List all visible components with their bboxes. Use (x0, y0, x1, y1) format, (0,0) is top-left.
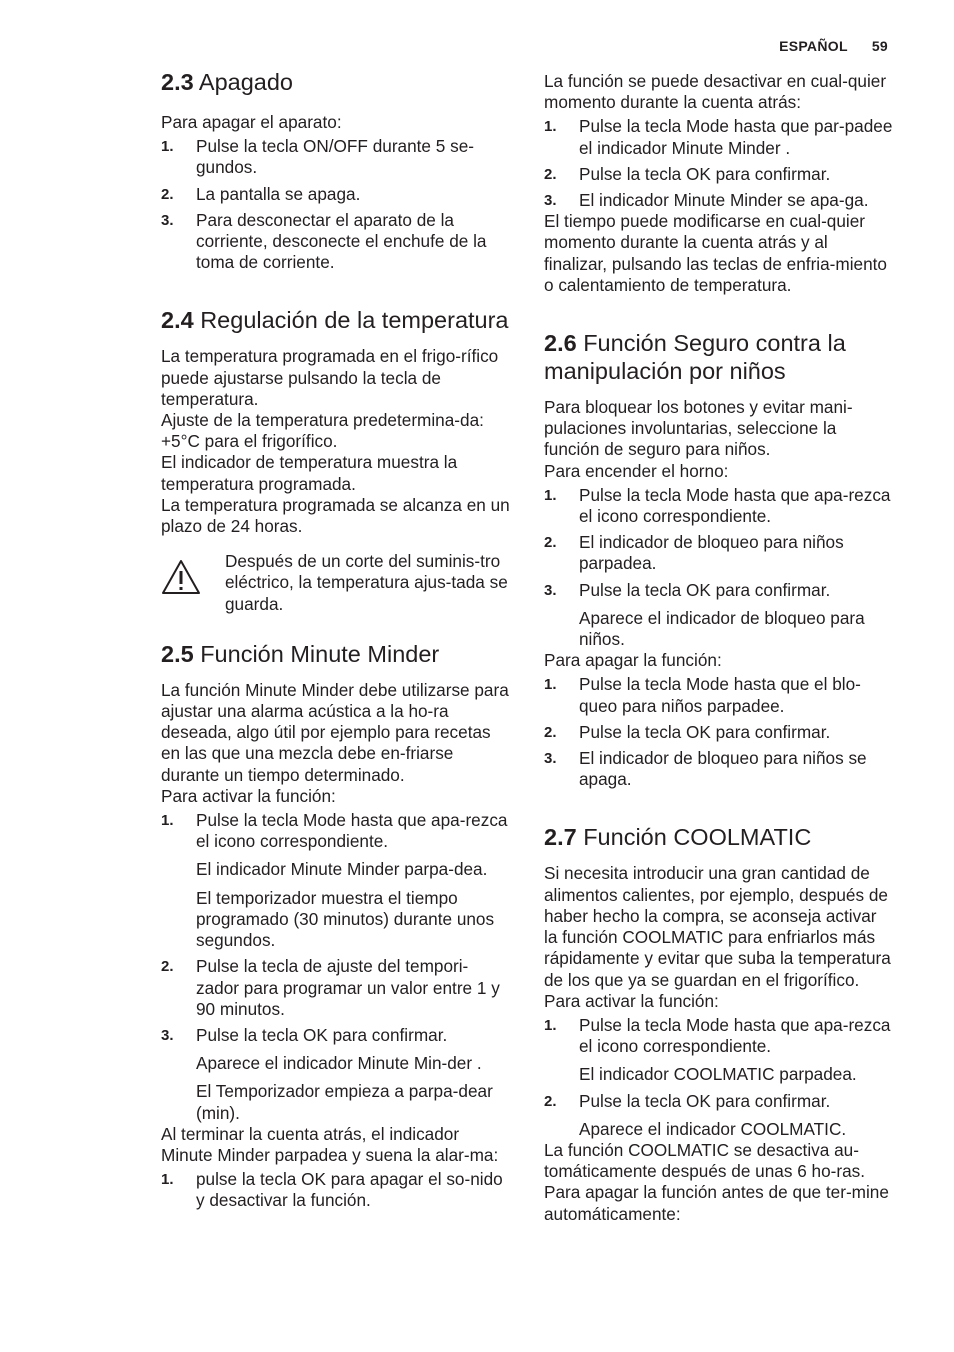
list-item: 2. Pulse la tecla OK para confirmar. (544, 1090, 831, 1111)
list-item-note: El indicador Minute Minder parpa-dea. (196, 859, 488, 880)
language-label: ESPAÑOL (779, 38, 848, 54)
warning-note (161, 551, 511, 615)
paragraph: La función se puede desactivar en cual-quier momento durante la cuenta atrás: (544, 71, 887, 113)
left-column (161, 68, 511, 1212)
paragraph: Ajuste de la temperatura predetermina-da: +5°C para el frigorífico. (161, 410, 484, 452)
list-item: 2. Pulse la tecla OK para confirmar. (544, 721, 831, 742)
list-item-note: El temporizador muestra el tiempo programado (30 minutos) durante unos segundos. (196, 887, 495, 951)
paragraph: El tiempo puede modificarse en cual-quier momento durante la cuenta atrás y al finalizar, pulsando las teclas de enfria-miento o calentamiento de temperatura. (544, 211, 887, 295)
paragraph: La temperatura programada en el frigo-rífico puede ajustarse pulsando la tecla de temperatura. (161, 346, 499, 409)
paragraph: La temperatura programada se alcanza en un plazo de 24 horas. (161, 494, 510, 537)
list-item: 3. Pulse la tecla OK para confirmar. (544, 579, 831, 600)
paragraph: Para activar la función: (544, 990, 719, 1011)
list-item: 1. Pulse la tecla Mode hasta que apa-rezca el icono correspondiente. (544, 1014, 891, 1057)
list-item-note: El Temporizador empieza a parpa-dear (min). (196, 1081, 493, 1123)
paragraph: Para bloquear los botones y evitar mani-pulaciones involuntarias, seleccione la función de seguro para niños. (544, 397, 853, 460)
paragraph: Si necesita introducir una gran cantidad de alimentos calientes, por ejemplo, después de haber hecho la compra, se aconseja activar la función COOLMATIC para enfriarlos más rápidamente y evitar que suba la temperatura de los que ya se guardan en el frigorífico. (544, 863, 891, 990)
list-item: 1. pulse la tecla OK para apagar el so-nido y desactivar la función. (161, 1169, 503, 1211)
list-item: 3. Pulse la tecla OK para confirmar. (161, 1024, 448, 1045)
list-item-note: Aparece el indicador COOLMATIC. (579, 1118, 847, 1139)
list-item-note: El indicador COOLMATIC parpadea. (579, 1064, 857, 1085)
section-heading-2-4: 2.4 Regulación de la temperatura (161, 307, 509, 334)
list-item: 1. Pulse la tecla Mode hasta que par-padee el indicador Minute Minder . (544, 116, 893, 158)
list-item: 3. El indicador Minute Minder se apa-ga. (544, 190, 869, 211)
list-item-note: Aparece el indicador de bloqueo para niños. (579, 607, 865, 650)
list-item: 1. Pulse la tecla Mode hasta que apa-rezca el icono correspondiente. (544, 484, 891, 527)
list-item: 2. Pulse la tecla de ajuste del tempori-zador para programar un valor entre 1 y 90 minutos. (161, 956, 500, 1019)
list-item: 2. La pantalla se apaga. (161, 183, 361, 204)
paragraph: Para apagar la función antes de que ter-mine automáticamente: (544, 1182, 889, 1224)
list-item: 1. Pulse la tecla ON/OFF durante 5 se-gundos. (161, 136, 474, 178)
paragraph: Para apagar la función: (544, 650, 722, 671)
list-item-note: Aparece el indicador Minute Min-der . (196, 1053, 482, 1074)
paragraph: La función COOLMATIC se desactiva au-tomáticamente después de unas 6 ho-ras. (544, 1139, 866, 1182)
list-item: 2. Pulse la tecla OK para confirmar. (544, 163, 831, 184)
page-number: 59 (871, 38, 888, 54)
right-column (544, 71, 894, 1225)
paragraph: El indicador de temperatura muestra la temperatura programada. (161, 452, 458, 494)
page-header (779, 38, 888, 54)
list-item: 2. El indicador de bloqueo para niños parpadea. (544, 532, 844, 574)
paragraph: Para apagar el aparato: (161, 112, 342, 132)
list-item: 3. Para desconectar el aparato de la corriente, desconecte el enchufe de la toma de corriente. (161, 209, 487, 273)
paragraph: Para activar la función: (161, 785, 336, 806)
section-heading-2-6: 2.6 Función Seguro contra la manipulación por niños (544, 330, 846, 385)
list-item: 1. Pulse la tecla Mode hasta que apa-rezca el icono correspondiente. (161, 810, 508, 852)
warning-text: Después de un corte del suminis-tro eléctrico, la temperatura ajus-tada se guarda. (225, 551, 508, 614)
list-item: 1. Pulse la tecla Mode hasta que el blo-queo para niños parpadee. (544, 674, 861, 716)
section-heading-2-3: 2.3 Apagado (161, 69, 293, 95)
section-heading-2-5: 2.5 Función Minute Minder (161, 640, 440, 667)
list-item: 3. El indicador de bloqueo para niños se apaga. (544, 748, 867, 790)
paragraph: Para encender el horno: (544, 460, 729, 481)
section-heading-2-7: 2.7 Función COOLMATIC (544, 824, 812, 851)
warning-triangle-icon (161, 559, 201, 595)
paragraph: La función Minute Minder debe utilizarse para ajustar una alarma acústica a la ho-ra deseada, algo útil por ejemplo para recetas en las que una mezcla debe en-friarse durante un tiempo determinado. (161, 679, 509, 785)
paragraph: Al terminar la cuenta atrás, el indicador Minute Minder parpadea y suena la alar-ma: (161, 1123, 499, 1165)
